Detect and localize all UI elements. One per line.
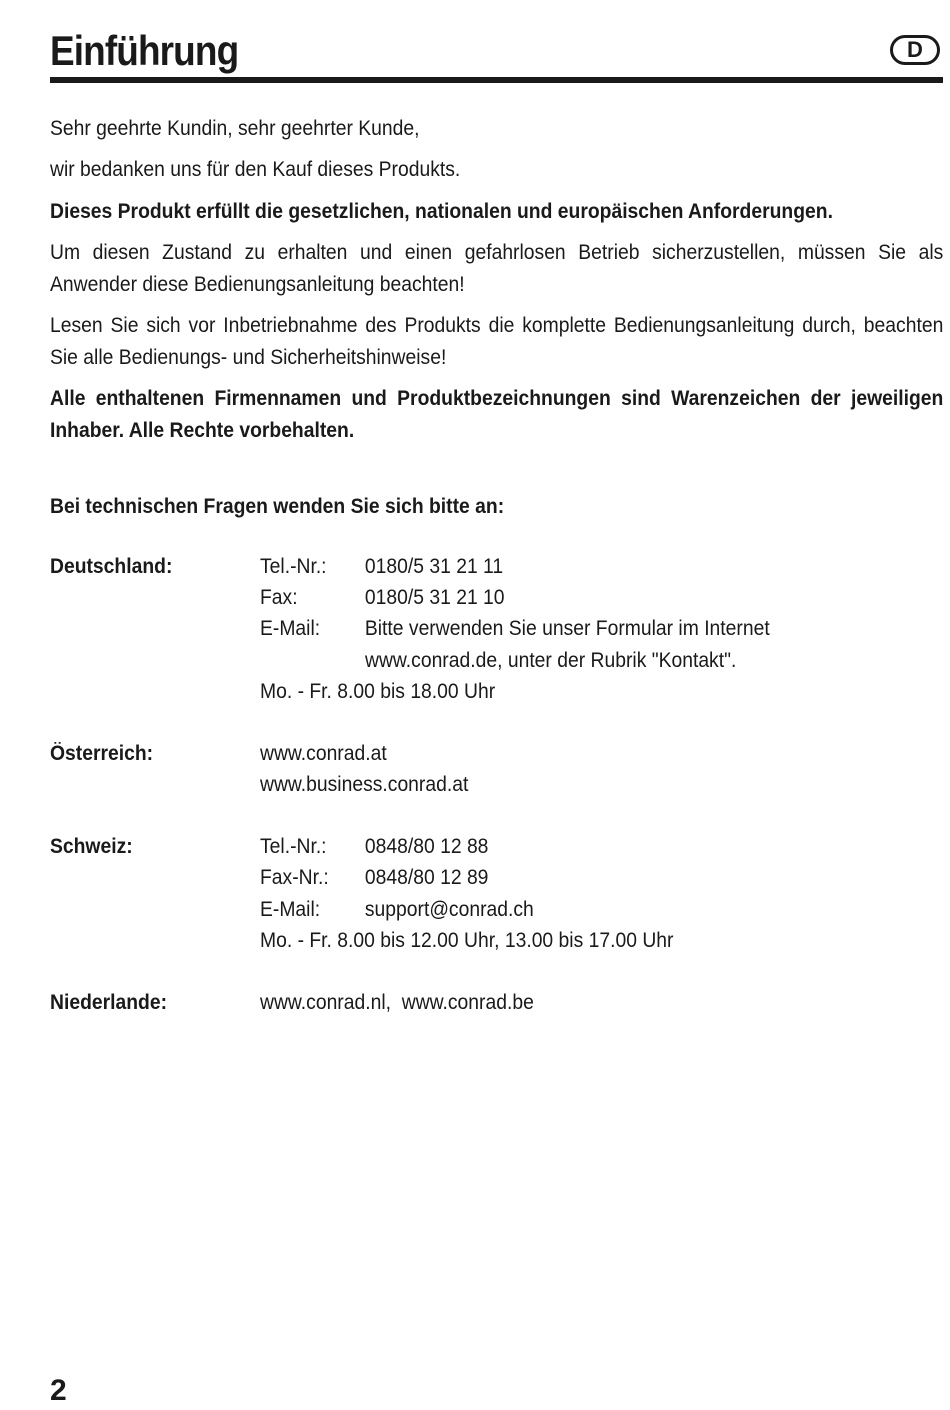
switzerland-fax-key: Fax-Nr.: [260,866,329,889]
germany-email-key: E-Mail: [260,617,321,640]
austria-web-2: www.business.conrad.at [260,773,469,796]
germany-hours: Mo. - Fr. 8.00 bis 18.00 Uhr [260,680,496,703]
germany-fax-key: Fax: [260,586,298,609]
switzerland-tel-key: Tel.-Nr.: [260,835,327,858]
netherlands-label: Niederlande: [50,991,168,1014]
switzerland-label: Schweiz: [50,835,133,858]
germany-email-value-continued: www.conrad.de, unter der Rubrik "Kontakt". [365,649,737,672]
title-rule-divider [50,77,943,83]
switzerland-fax-value: 0848/80 12 89 [364,866,489,889]
netherlands-web: www.conrad.nl, www.conrad.be [260,991,534,1014]
read-manual-text: Lesen Sie sich vor Inbetriebnahme des Produkts die komplette Bedienungsanleitung durch, beachten Sie alle Bedienungs- und Sicherheitshinweise! [50,314,944,369]
switzerland-hours: Mo. - Fr. 8.00 bis 12.00 Uhr, 13.00 bis 17.00 Uhr [260,929,674,952]
compliance-text: Dieses Produkt erfüllt die gesetzlichen, nationalen und europäischen Anforderungen. [50,200,833,223]
preserve-text: Um diesen Zustand zu erhalten und einen gefahrlosen Betrieb sicherzustellen, müssen Sie als Anwender diese Bedienungsanleitung beachten! [50,241,944,296]
switzerland-tel-row [260,831,488,862]
switzerland-tel-value: 0848/80 12 88 [364,835,489,858]
germany-fax-row [260,582,505,613]
germany-email-row [260,613,770,644]
germany-tel-key: Tel.-Nr.: [260,555,327,578]
germany-fax-value: 0180/5 31 21 10 [364,586,505,609]
austria-label: Österreich: [50,742,154,765]
germany-label: Deutschland: [50,555,173,578]
austria-web-1: www.conrad.at [260,742,387,765]
switzerland-email-row [260,894,534,925]
thanks-text: wir bedanken uns für den Kauf dieses Produkts. [50,158,461,181]
switzerland-fax-row [260,862,488,893]
support-heading: Bei technischen Fragen wenden Sie sich bitte an: [50,495,505,518]
trademarks-text: Alle enthaltenen Firmennamen und Produktbezeichnungen sind Warenzeichen der jeweiligen Inhaber. Alle Rechte vorbehalten. [50,387,944,442]
switzerland-email-value: support@conrad.ch [364,898,534,921]
salutation-text: Sehr geehrte Kundin, sehr geehrter Kunde, [50,117,420,140]
germany-tel-row [260,551,503,582]
language-badge: D [890,35,940,65]
page-title: Einführung [50,27,239,74]
switzerland-email-key: E-Mail: [260,898,321,921]
germany-tel-value: 0180/5 31 21 11 [364,555,504,578]
page-number: 2 [50,1374,67,1407]
germany-email-value: Bitte verwenden Sie unser Formular im Internet [364,617,770,640]
